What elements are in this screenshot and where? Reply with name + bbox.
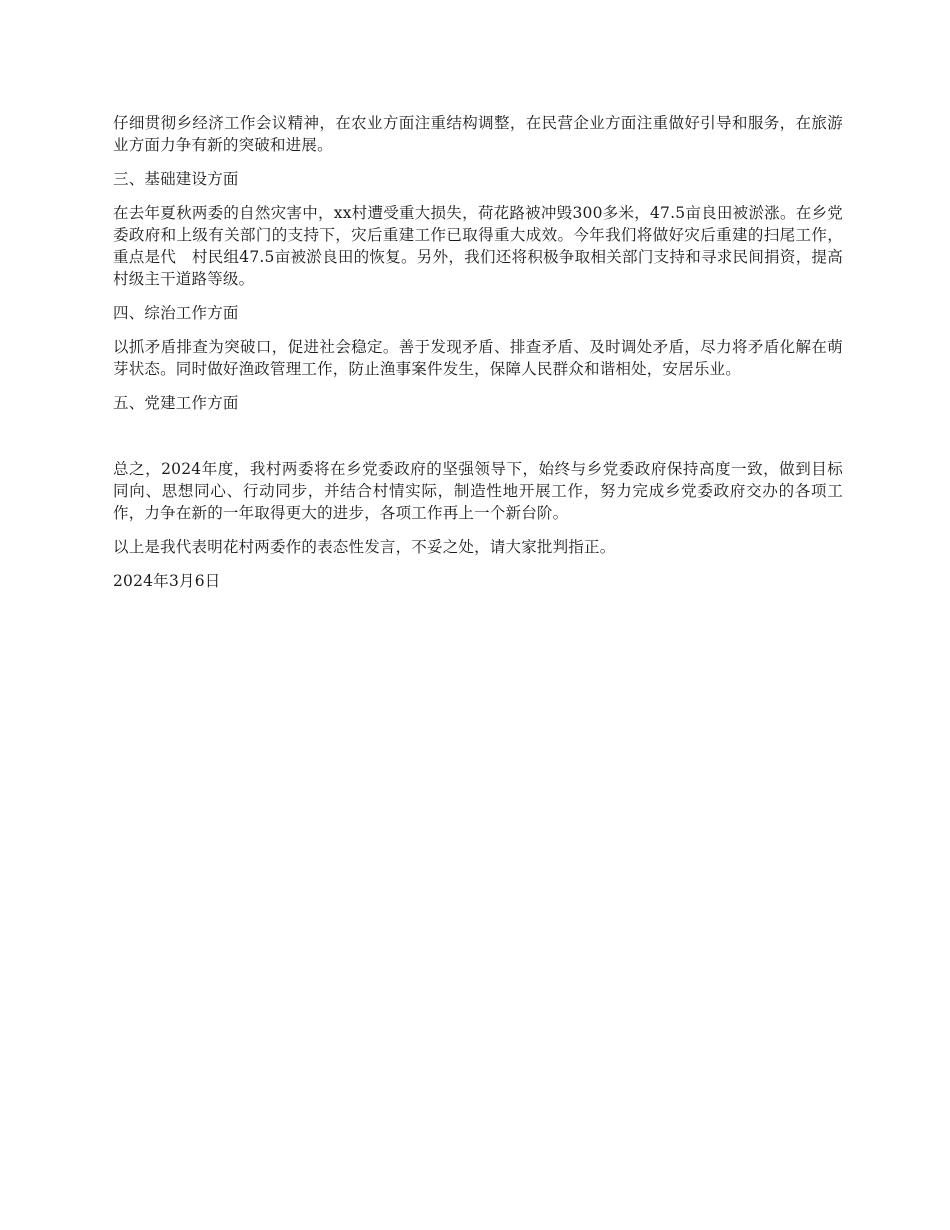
document-date: 2024年3月6日	[113, 572, 221, 590]
section-heading-infrastructure: 三、基础建设方面	[113, 170, 239, 188]
paragraph-closing: 以上是我代表明花村两委作的表态性发言，不妥之处，请大家批判指正。	[113, 538, 616, 556]
section-heading-party-building: 五、党建工作方面	[113, 394, 239, 412]
section-heading-governance: 四、综治工作方面	[113, 304, 239, 322]
document-body	[113, 112, 843, 592]
paragraph-summary: 总之，2024年度，我村两委将在乡党委政府的坚强领导下，始终与乡党委政府保持高度一致，做到目标同向、思想同心、行动同步，并结合村情实际，制造性地开展工作，努力完成乡党委政府交办的各项工作，力争在新的一年取得更大的进步，各项工作再上一个新台阶。	[113, 460, 843, 522]
paragraph-intro: 仔细贯彻乡经济工作会议精神，在农业方面注重结构调整，在民营企业方面注重做好引导和服务，在旅游业方面力争有新的突破和进展。	[113, 114, 843, 154]
paragraph-infrastructure: 在去年夏秋两委的自然灾害中，xx村遭受重大损失，荷花路被冲毁300多米，47.5亩良田被淤涨。在乡党委政府和上级有关部门的支持下，灾后重建工作已取得重大成效。今年我们将做好灾后重建的扫尾工作，重点是代 村民组47.5亩被淤良田的恢复。另外，我们还将积极争取相关部门支持和寻求民间捐资，提高村级主干道路等级。	[113, 204, 843, 288]
paragraph-governance: 以抓矛盾排查为突破口，促进社会稳定。善于发现矛盾、排查矛盾、及时调处矛盾，尽力将矛盾化解在萌芽状态。同时做好渔政管理工作，防止渔事案件发生，保障人民群众和谐相处，安居乐业。	[113, 338, 843, 378]
